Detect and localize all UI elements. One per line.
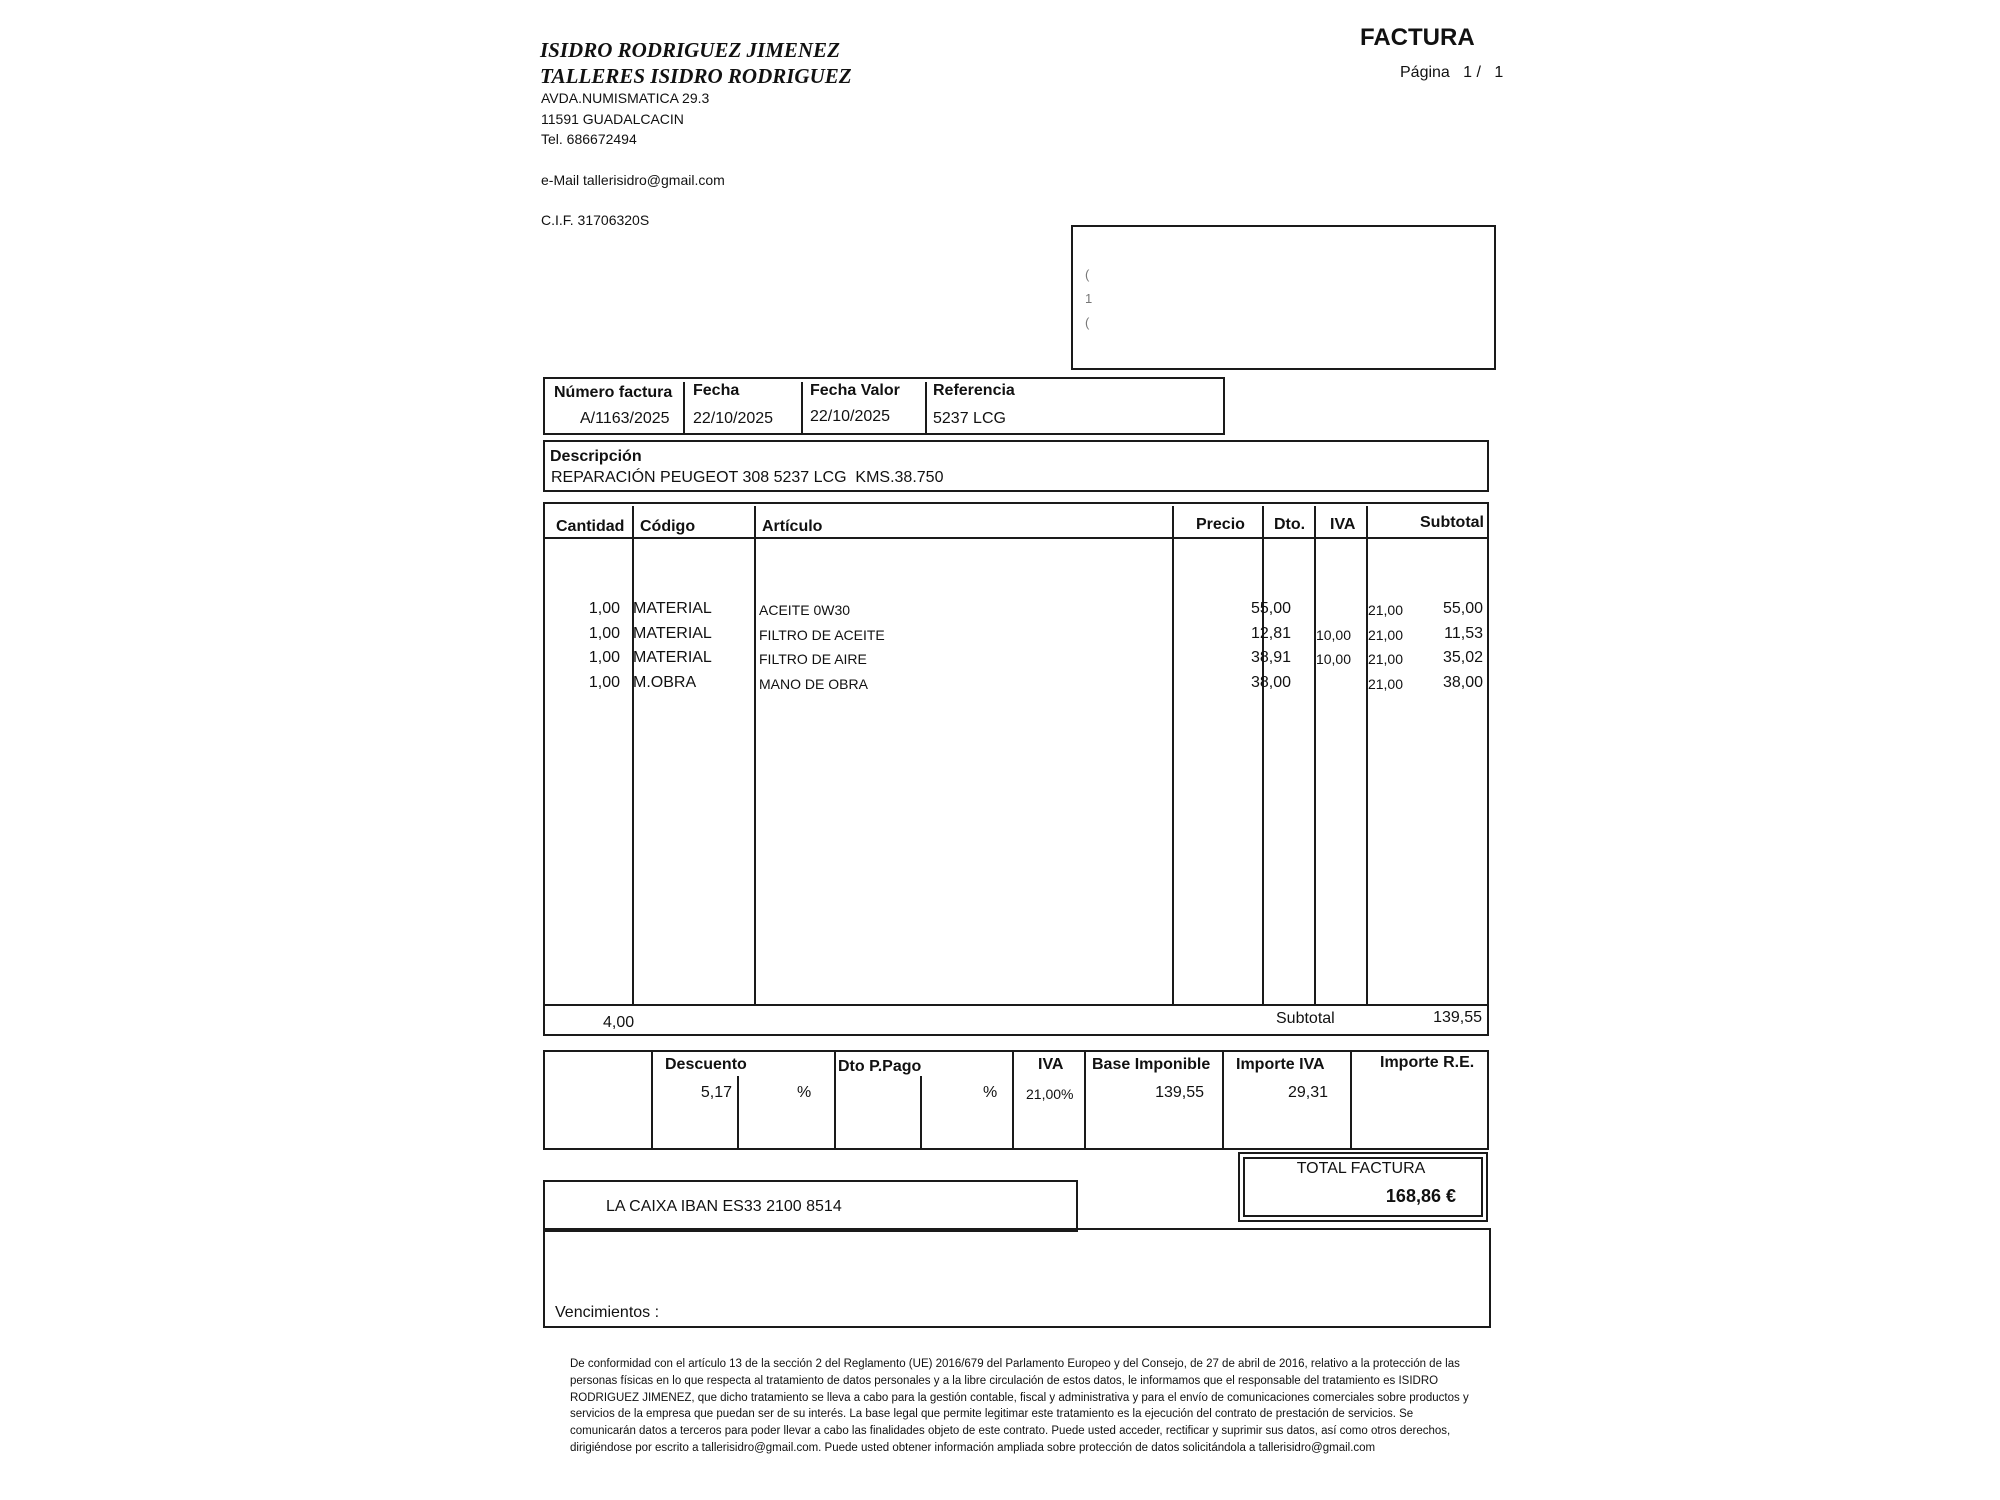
items-subtotal-value: 139,55 [1433, 1009, 1482, 1026]
invoice-total-label: TOTAL FACTURA [1296, 1160, 1426, 1177]
items-rows [543, 600, 1489, 710]
cell-article: FILTRO DE AIRE [759, 651, 867, 667]
items-table [543, 502, 1489, 1036]
redacted-mark: ( [1085, 267, 1090, 282]
vat-header: IVA [1330, 516, 1356, 533]
issuer-cif: C.I.F. 31706320S [541, 212, 650, 228]
discount-header: Dto. [1274, 516, 1306, 533]
description-label: Descripción [550, 448, 642, 465]
items-header-line [543, 537, 1489, 539]
summary-divider [737, 1076, 739, 1150]
vat-amount-label: Importe IVA [1236, 1056, 1325, 1073]
redacted-mark: ( [1085, 315, 1090, 330]
cell-discount: 10,00 [1315, 626, 1351, 643]
client-address-box [1071, 225, 1496, 370]
cell-vat: 21,00 [1367, 626, 1403, 643]
issuer-business-name: TALLERES ISIDRO RODRIGUEZ [540, 64, 852, 88]
cell-code: M.OBRA [633, 673, 697, 691]
cell-subtotal: 35,02 [1442, 649, 1483, 666]
due-dates-box [543, 1228, 1491, 1328]
article-header: Artículo [762, 518, 823, 535]
code-header: Código [640, 518, 696, 535]
cell-price: 38,00 [1250, 673, 1291, 691]
date-label: Fecha [693, 382, 740, 399]
items-column-divider [1314, 506, 1316, 1004]
cell-code: MATERIAL [633, 649, 712, 666]
summary-divider [920, 1076, 922, 1150]
invoice-title: FACTURA [1360, 24, 1475, 51]
discount-percent: % [797, 1084, 812, 1101]
items-column-divider [754, 506, 756, 1004]
cell-price: 38,91 [1250, 649, 1291, 666]
taxable-base-value: 139,55 [1155, 1084, 1204, 1101]
data-protection-notice: De conformidad con el artículo 13 de la sección 2 del Reglamento (UE) 2016/679 del Parlamento Europeo y del Consejo, de 27 de abril de 2016, relativo a la protección de las personas físicas en lo que respecta al tratamiento de datos personales y a la libre circulación de estos datos, le informamos que el responsable del tratamiento es ISIDRO RODRIGUEZ JIMENEZ, que dicho tratamiento se lleva a cabo para la gestión contable, fiscal y administrativa y para el envío de comunicaciones comerciales sobre productos y servicios de la empresa que puedan ser de su interés. La base legal que permite legitimar este tratamiento es la ejecución del contrato de prestación de servicios. Se comunicarán datos a terceros para poder llevar a cabo las finalidades objeto de este contrato. Puede usted acceder, rectificar y suprimir sus datos, así como otros derechos, dirigiéndose por escrito a tallerisidro@gmail.com. Puede usted obtener información ampliada sobre protección de datos solicitándola a tallerisidro@gmail.com [570, 1358, 1469, 1454]
invoice-total-value: 168,86 € [1385, 1186, 1456, 1206]
discount-label: Descuento [665, 1056, 747, 1073]
reference-label: Referencia [933, 382, 1015, 399]
items-column-divider [632, 506, 634, 1004]
summary-divider [1084, 1052, 1086, 1150]
issuer-address: AVDA.NUMISMATICA 29.3 [541, 90, 710, 106]
invoice-date: 22/10/2025 [693, 410, 774, 427]
vat-label: IVA [1038, 1056, 1064, 1073]
subtotal-header: Subtotal [1420, 514, 1484, 531]
cell-subtotal: 38,00 [1442, 673, 1483, 691]
value-date: 22/10/2025 [810, 408, 891, 425]
cell-qty: 1,00 [588, 649, 620, 666]
cell-article: ACEITE 0W30 [759, 602, 851, 618]
vat-rate: 21,00% [1026, 1086, 1074, 1102]
page-separator: / [1476, 64, 1481, 81]
items-footer-line [543, 1004, 1489, 1006]
qty-header: Cantidad [556, 518, 625, 535]
table-row [543, 674, 1489, 698]
cell-code: MATERIAL [633, 600, 712, 617]
issuer-name: ISIDRO RODRIGUEZ JIMENEZ [540, 38, 840, 62]
items-subtotal-label: Subtotal [1276, 1010, 1335, 1027]
items-column-divider [1262, 506, 1264, 1004]
cell-price: 12,81 [1250, 624, 1291, 642]
cell-qty: 1,00 [588, 624, 620, 642]
issuer-city: 11591 GUADALCACIN [541, 111, 684, 127]
vat-amount-value: 29,31 [1287, 1084, 1328, 1101]
cell-vat: 21,00 [1367, 651, 1403, 667]
page-current: 1 [1463, 64, 1473, 81]
due-dates-label: Vencimientos : [555, 1304, 660, 1321]
reference: 5237 LCG [933, 410, 1006, 427]
invoice-number: A/1163/2025 [580, 410, 670, 427]
cell-price: 55,00 [1250, 600, 1291, 617]
summary-divider [1222, 1052, 1224, 1150]
summary-divider [1350, 1052, 1352, 1150]
items-column-divider [1366, 506, 1368, 1004]
table-row [543, 625, 1489, 649]
early-payment-label: Dto P.Pago [838, 1058, 922, 1075]
cell-article: MANO DE OBRA [759, 675, 868, 692]
cell-code: MATERIAL [633, 624, 712, 642]
page-total: 1 [1494, 64, 1504, 81]
total-quantity: 4,00 [603, 1014, 635, 1031]
cell-vat: 21,00 [1367, 602, 1403, 618]
cell-subtotal: 11,53 [1444, 624, 1483, 642]
meta-divider [683, 382, 685, 435]
page-label: Página [1400, 64, 1450, 81]
redacted-mark: 1 [1085, 291, 1093, 306]
cell-subtotal: 55,00 [1442, 600, 1483, 617]
taxable-base-label: Base Imponible [1092, 1056, 1211, 1073]
re-amount-label: Importe R.E. [1380, 1054, 1475, 1071]
invoice-number-label: Número factura [554, 384, 673, 401]
items-column-divider [1172, 506, 1174, 1004]
cell-vat: 21,00 [1367, 675, 1403, 692]
cell-qty: 1,00 [588, 600, 620, 617]
table-row [543, 649, 1489, 673]
price-header: Precio [1196, 516, 1245, 533]
cell-article: FILTRO DE ACEITE [759, 626, 885, 643]
bank-account: LA CAIXA IBAN ES33 2100 8514 [606, 1198, 842, 1215]
value-date-label: Fecha Valor [810, 382, 900, 399]
summary-divider [651, 1052, 653, 1150]
meta-divider [801, 382, 803, 435]
summary-divider [1012, 1052, 1014, 1150]
discount-value: 5,17 [700, 1084, 732, 1101]
description-text: REPARACIÓN PEUGEOT 308 5237 LCG KMS.38.750 [551, 469, 944, 486]
cell-discount: 10,00 [1315, 651, 1351, 667]
page-indicator [1400, 64, 1503, 82]
meta-divider [925, 382, 927, 435]
table-row [543, 600, 1489, 624]
issuer-email: e-Mail tallerisidro@gmail.com [541, 172, 725, 188]
early-payment-percent: % [983, 1084, 998, 1101]
summary-divider [834, 1052, 836, 1150]
cell-qty: 1,00 [588, 673, 620, 691]
issuer-phone: Tel. 686672494 [541, 131, 637, 147]
